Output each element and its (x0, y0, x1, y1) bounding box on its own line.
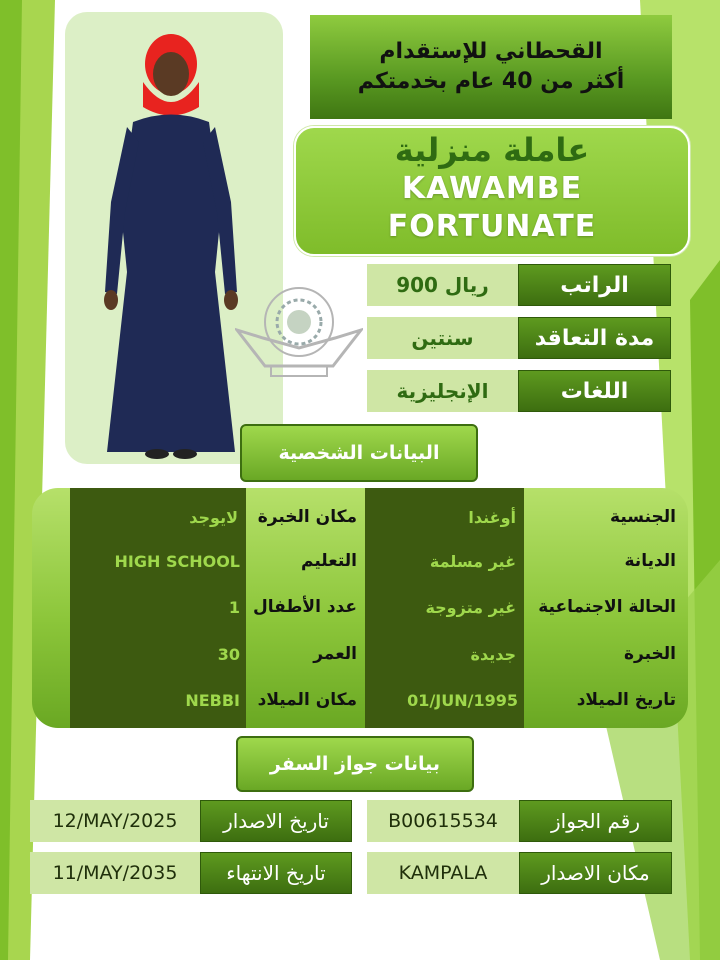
job-title: عاملة منزلية (394, 131, 590, 169)
worker-photo (65, 12, 283, 464)
personal-data-heading: البيانات الشخصية (240, 424, 478, 482)
birth-place-value: NEBBI (185, 690, 240, 710)
issue-date-value: 12/MAY/2025 (30, 800, 200, 842)
job-title-box (294, 126, 690, 256)
contract-duration-value: سنتين (367, 317, 518, 359)
religion-label: الديانة (624, 550, 676, 571)
passport-data-heading: بيانات جواز السفر (236, 736, 474, 792)
passport-number-label: رقم الجواز (519, 800, 672, 842)
agency-logo-icon (235, 278, 363, 382)
birth-date-label: تاريخ الميلاد (576, 689, 676, 710)
agency-name: القحطاني للإستقدام (379, 39, 603, 64)
age-value: 30 (217, 644, 240, 664)
experience-place-label: مكان الخبرة (257, 506, 357, 527)
age-label: العمر (313, 643, 357, 664)
birth-date-value: 01/JUN/1995 (407, 690, 518, 710)
experience-label: الخبرة (623, 643, 676, 664)
education-label: التعليم (301, 550, 357, 571)
passport-number-value: B00615534 (367, 800, 519, 842)
issue-place-label: مكان الاصدار (519, 852, 672, 894)
children-count-label: عدد الأطفال (253, 596, 357, 617)
languages-label: اللغات (518, 370, 671, 412)
experience-place-value: لايوجد (189, 507, 238, 527)
agency-header (310, 15, 672, 119)
personal-data-table (32, 488, 688, 728)
languages-value: الإنجليزية (367, 370, 518, 412)
expiry-date-value: 11/MAY/2035 (30, 852, 200, 894)
salary-value: 900 ريال (367, 264, 518, 306)
education-value: HIGH SCHOOL (114, 551, 240, 571)
issue-place-value: KAMPALA (367, 852, 519, 894)
religion-value: غير مسلمة (429, 551, 516, 571)
contract-duration-label: مدة التعاقد (518, 317, 671, 359)
worker-name-first: KAWAMBE (401, 171, 583, 206)
nationality-label: الجنسية (610, 506, 676, 527)
birth-place-label: مكان الميلاد (257, 689, 357, 710)
salary-label: الراتب (518, 264, 671, 306)
marital-status-value: غير متزوجة (425, 597, 516, 617)
worker-name-last: FORTUNATE (387, 209, 597, 244)
issue-date-label: تاريخ الاصدار (200, 800, 352, 842)
children-count-value: 1 (228, 597, 240, 617)
agency-slogan: أكثر من 40 عام بخدمتكم (357, 69, 625, 94)
experience-value: جديدة (470, 644, 516, 664)
expiry-date-label: تاريخ الانتهاء (200, 852, 352, 894)
worker-figure-illustration (65, 12, 283, 464)
marital-status-label: الحالة الاجتماعية (538, 596, 676, 617)
nationality-value: أوغندا (468, 507, 516, 527)
